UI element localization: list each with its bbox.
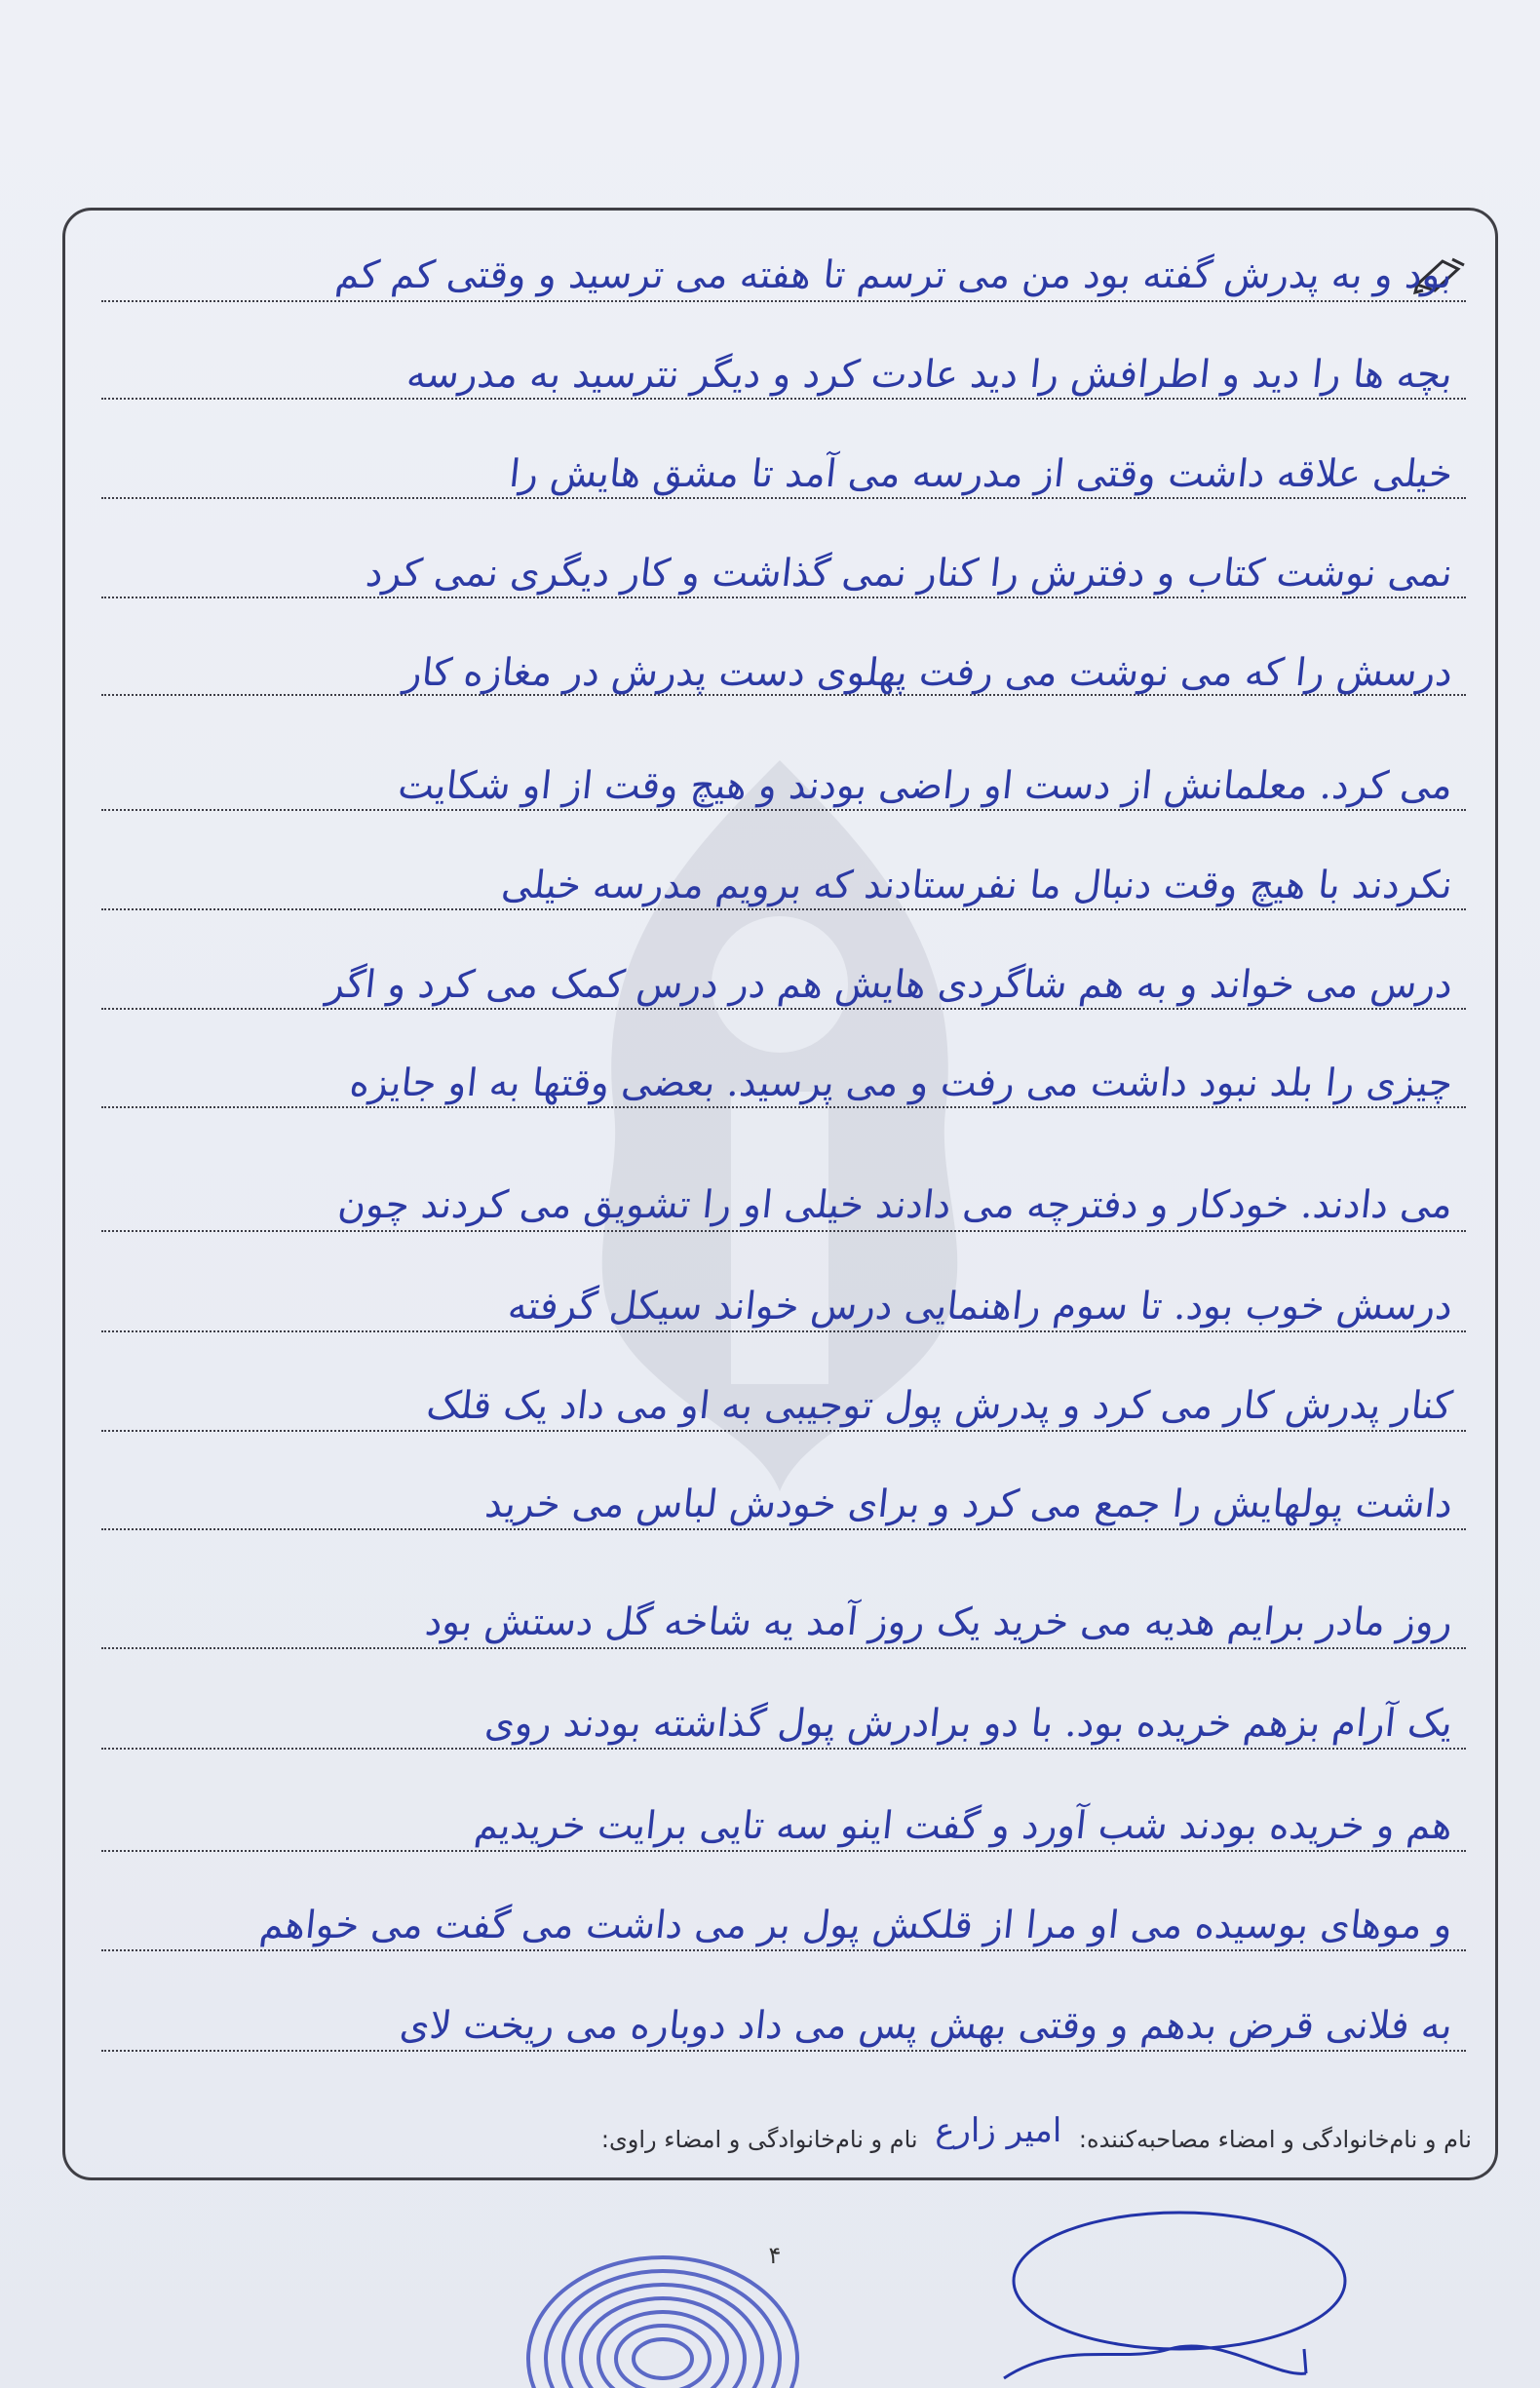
handwritten-line: چیزی را بلد نبود داشت می رفت و می پرسید. بعضی وقتها به او جایزه <box>347 1061 1455 1105</box>
handwritten-line: نکردند با هیچ وقت دنبال ما نفرستادند که برویم مدرسه خیلی <box>499 864 1455 907</box>
signature-footer <box>97 2111 1472 2158</box>
page-number: ۴ <box>768 2242 782 2269</box>
interviewer-name: امیر زارع <box>935 2111 1062 2150</box>
fingerprint-icon <box>517 2222 809 2388</box>
interviewer-label: نام و نام‌خانوادگی و امضاء مصاحبه‌کننده: <box>1078 2126 1472 2153</box>
handwritten-line: می دادند. خودکار و دفترچه می دادند خیلی او را تشویق می کردند چون <box>335 1183 1455 1227</box>
handwritten-line: داشت پولهایش را جمع می کرد و برای خودش لباس می خرید <box>482 1483 1455 1526</box>
handwritten-line: بچه ها را دید و اطرافش را دید عادت کرد و دیگر نترسید به مدرسه <box>404 353 1455 397</box>
handwritten-line: نمی نوشت کتاب و دفترش را کنار نمی گذاشت و کار دیگری نمی کرد <box>364 552 1455 596</box>
handwritten-line: روز مادر برایم هدیه می خرید یک روز آمد یه شاخه گل دستش بود <box>423 1600 1455 1644</box>
handwritten-line: می کرد. معلمانش از دست او راضی بودند و هیچ وقت از او شکایت <box>396 764 1455 808</box>
signature-icon <box>984 2193 1374 2388</box>
handwritten-line: خیلی علاقه داشت وقتی از مدرسه می آمد تا مشق هایش را <box>507 452 1455 496</box>
narrator-label: نام و نام‌خانوادگی و امضاء راوی: <box>600 2126 918 2153</box>
handwritten-line: هم و خریده بودند شب آورد و گفت اینو سه تایی برایت خریدیم <box>472 1804 1455 1848</box>
handwritten-line: و موهای بوسیده می او مرا از قلکش پول بر می داشت می گفت می خواهم <box>257 1904 1455 1947</box>
handwritten-line: بود و به پدرش گفته بود من می ترسم تا هفته می ترسید و وقتی کم کم <box>333 253 1455 297</box>
handwritten-line: یک آرام بزهم خریده بود. با دو برادرش پول گذاشته بودند روی <box>482 1702 1455 1746</box>
handwritten-line: درسش را که می نوشت می رفت پهلوی دست پدرش در مغازه کار <box>401 651 1455 695</box>
handwritten-line: درسش خوب بود. تا سوم راهنمایی درس خواند سیکل گرفته <box>506 1285 1455 1329</box>
handwritten-line: درس می خواند و به هم شاگردی هایش هم در درس کمک می کرد و اگر <box>324 963 1455 1007</box>
handwritten-line: به فلانی قرض بدهم و وقتی بهش پس می داد دوباره می ریخت لای <box>398 2004 1455 2048</box>
handwritten-line: کنار پدرش کار می کرد و پدرش پول توجیبی به او می داد یک قلک <box>424 1384 1455 1428</box>
